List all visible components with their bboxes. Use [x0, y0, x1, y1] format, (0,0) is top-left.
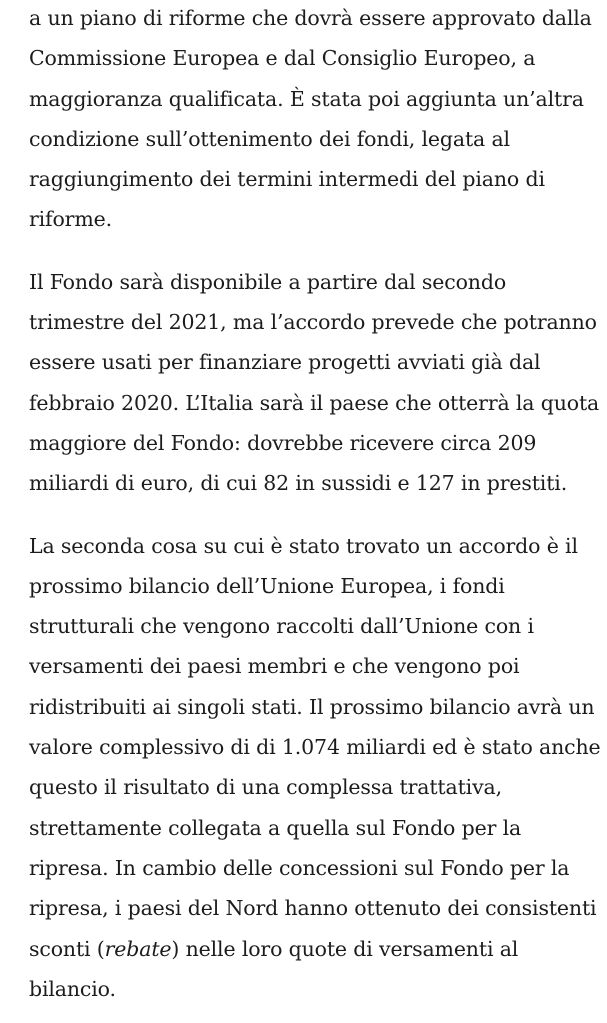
paragraph-2: [29, 262, 600, 504]
text-line: questo il risultato di una complessa trattativa,: [29, 775, 502, 800]
text-line: maggioranza qualificata. È stata poi aggiunta un’altra: [29, 86, 584, 111]
text-line: versamenti dei paesi membri e che vengono poi: [29, 654, 520, 679]
text-line: La seconda cosa su cui è stato trovato un accordo è il: [29, 533, 578, 558]
text-line: miliardi di euro, di cui 82 in sussidi e 127 in prestiti.: [29, 471, 568, 496]
text-line: ridistribuiti ai singoli stati. Il prossimo bilancio avrà un: [29, 694, 595, 719]
text-line: ripresa, i paesi del Nord hanno ottenuto dei consistenti: [29, 896, 597, 921]
text-line: essere usati per finanziare progetti avviati già dal: [29, 350, 541, 375]
text-fragment: ) nelle loro quote di versamenti al: [171, 936, 519, 961]
paragraph-1: [29, 0, 594, 240]
text-line: trimestre del 2021, ma l’accordo prevede che potranno: [29, 310, 597, 335]
text-line: valore complessivo di di 1.074 miliardi ed è stato anche: [29, 735, 601, 760]
paragraph-3: [29, 526, 601, 1010]
article-body: [29, 0, 601, 1009]
italic-term: rebate: [104, 936, 172, 961]
text-line: raggiungimento dei termini intermedi del piano di: [29, 167, 545, 192]
text-line: Commissione Europea e dal Consiglio Europeo, a: [29, 46, 536, 71]
text-line: riforme.: [29, 207, 112, 232]
text-line: condizione sull’ottenimento dei fondi, legata al: [29, 126, 510, 151]
text-line: ripresa. In cambio delle concessioni sul Fondo per la: [29, 855, 570, 880]
text-line: strutturali che vengono raccolti dall’Unione con i: [29, 614, 534, 639]
text-line-with-italic: [29, 929, 594, 969]
text-fragment: sconti (: [29, 936, 105, 961]
text-line: Il Fondo sarà disponibile a partire dal secondo: [29, 269, 507, 294]
text-line: prossimo bilancio dell’Unione Europea, i fondi: [29, 573, 505, 598]
text-line: febbraio 2020. L’Italia sarà il paese che otterrà la quota: [29, 390, 600, 415]
text-line: a un piano di riforme che dovrà essere approvato dalla: [29, 6, 592, 30]
text-line: strettamente collegata a quella sul Fondo per la: [29, 815, 522, 840]
text-line: bilancio.: [29, 976, 116, 1001]
text-line: maggiore del Fondo: dovrebbe ricevere circa 209: [29, 430, 537, 455]
